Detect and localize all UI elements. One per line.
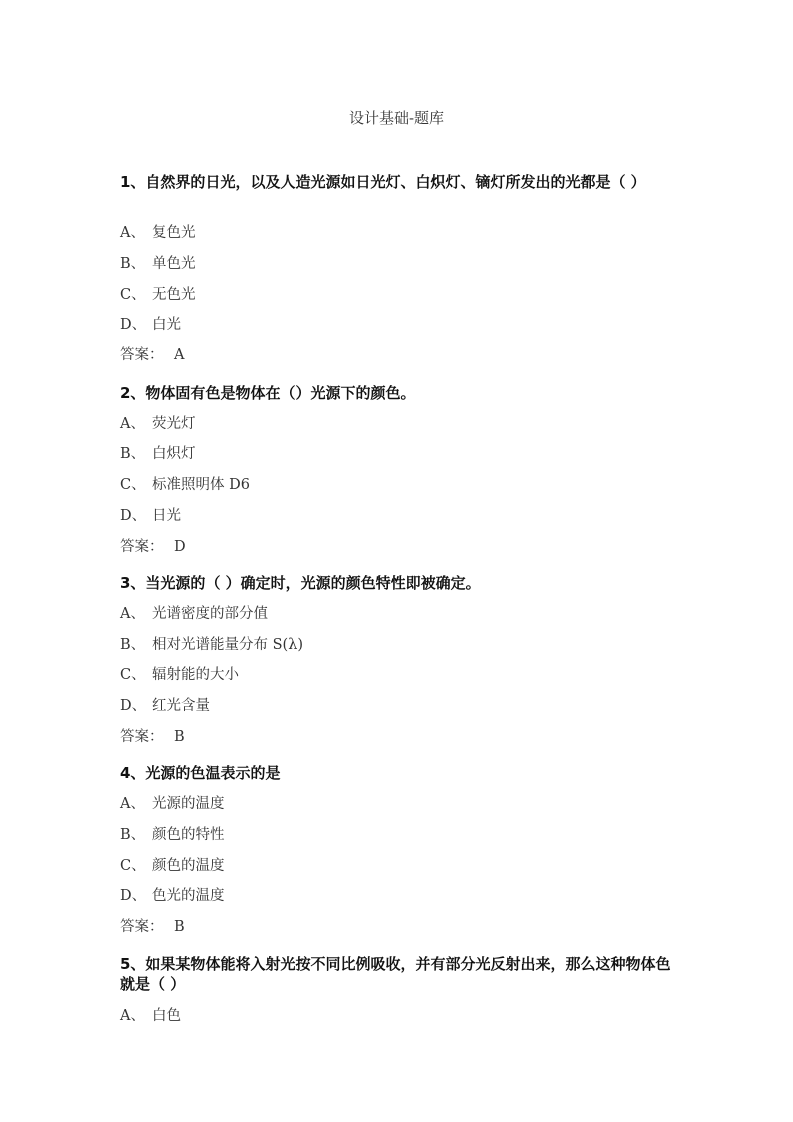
question-2-option-b — [120, 444, 196, 464]
question-4-answer — [120, 917, 185, 937]
question-4-option-c — [120, 856, 225, 876]
question-2-option-c — [120, 475, 250, 495]
answer-value: A — [174, 347, 185, 363]
answer-label: 答案： — [120, 729, 164, 745]
option-text: 辐射能的大小 — [152, 667, 239, 683]
option-text: 无色光 — [152, 287, 196, 303]
question-4-option-d — [120, 886, 225, 906]
question-4-option-b — [120, 825, 225, 845]
option-key: A、 — [120, 796, 145, 812]
document-title: 设计基础-题库 — [348, 109, 445, 127]
question-2-text: 2、物体固有色是物体在（）光源下的颜色。 — [120, 384, 416, 402]
option-key: D、 — [120, 317, 147, 333]
question-3-option-d — [120, 696, 210, 716]
question-3-option-c — [120, 665, 239, 685]
question-3-answer — [120, 727, 185, 747]
option-text: 光谱密度的部分值 — [152, 606, 268, 622]
question-4-option-a — [120, 794, 225, 814]
question-5-option-a — [120, 1006, 181, 1026]
option-text: 白炽灯 — [152, 446, 196, 462]
option-key: C、 — [120, 858, 146, 874]
option-key: A、 — [120, 606, 145, 622]
option-text: 白色 — [152, 1008, 181, 1024]
option-text: 颜色的特性 — [152, 827, 225, 843]
option-text: 颜色的温度 — [152, 858, 225, 874]
option-text: 白光 — [152, 317, 181, 333]
question-1-option-d — [120, 315, 181, 335]
option-text: 色光的温度 — [152, 888, 225, 904]
question-5-text: 5、如果某物体能将入射光按不同比例吸收，并有部分光反射出来，那么这种物体色就是（ ） — [120, 955, 671, 993]
option-key: A、 — [120, 416, 145, 432]
question-2-option-a — [120, 414, 196, 434]
answer-label: 答案： — [120, 539, 164, 555]
option-key: D、 — [120, 508, 147, 524]
option-key: D、 — [120, 888, 147, 904]
question-3-option-b — [120, 635, 303, 655]
option-text: 相对光谱能量分布 S(λ) — [152, 637, 304, 653]
question-4-text: 4、光源的色温表示的是 — [120, 764, 281, 782]
option-text: 单色光 — [152, 256, 196, 272]
option-text: 标准照明体 D6 — [152, 477, 250, 493]
answer-value: D — [174, 539, 186, 555]
answer-label: 答案： — [120, 347, 164, 363]
question-3-option-a — [120, 604, 268, 624]
option-key: B、 — [120, 827, 146, 843]
option-key: B、 — [120, 256, 146, 272]
option-key: B、 — [120, 446, 146, 462]
question-1-option-b — [120, 254, 196, 274]
option-key: D、 — [120, 698, 147, 714]
option-key: C、 — [120, 477, 146, 493]
question-1-text: 1、自然界的日光，以及人造光源如日光灯、白炽灯、镝灯所发出的光都是（ ） — [120, 173, 646, 191]
option-text: 红光含量 — [152, 698, 210, 714]
option-text: 日光 — [152, 508, 181, 524]
option-key: B、 — [120, 637, 146, 653]
option-text: 光源的温度 — [152, 796, 225, 812]
answer-label: 答案： — [120, 919, 164, 935]
option-key: A、 — [120, 1008, 145, 1024]
option-key: C、 — [120, 287, 146, 303]
answer-value: B — [174, 919, 185, 935]
answer-value: B — [174, 729, 185, 745]
option-key: A、 — [120, 225, 145, 241]
question-1-option-a — [120, 223, 196, 243]
option-text: 荧光灯 — [152, 416, 196, 432]
question-1-option-c — [120, 285, 196, 305]
question-1-answer — [120, 345, 184, 365]
question-2-answer — [120, 537, 186, 557]
option-text: 复色光 — [152, 225, 196, 241]
question-3-text: 3、当光源的（ ）确定时，光源的颜色特性即被确定。 — [120, 574, 481, 592]
question-2-option-d — [120, 506, 181, 526]
option-key: C、 — [120, 667, 146, 683]
